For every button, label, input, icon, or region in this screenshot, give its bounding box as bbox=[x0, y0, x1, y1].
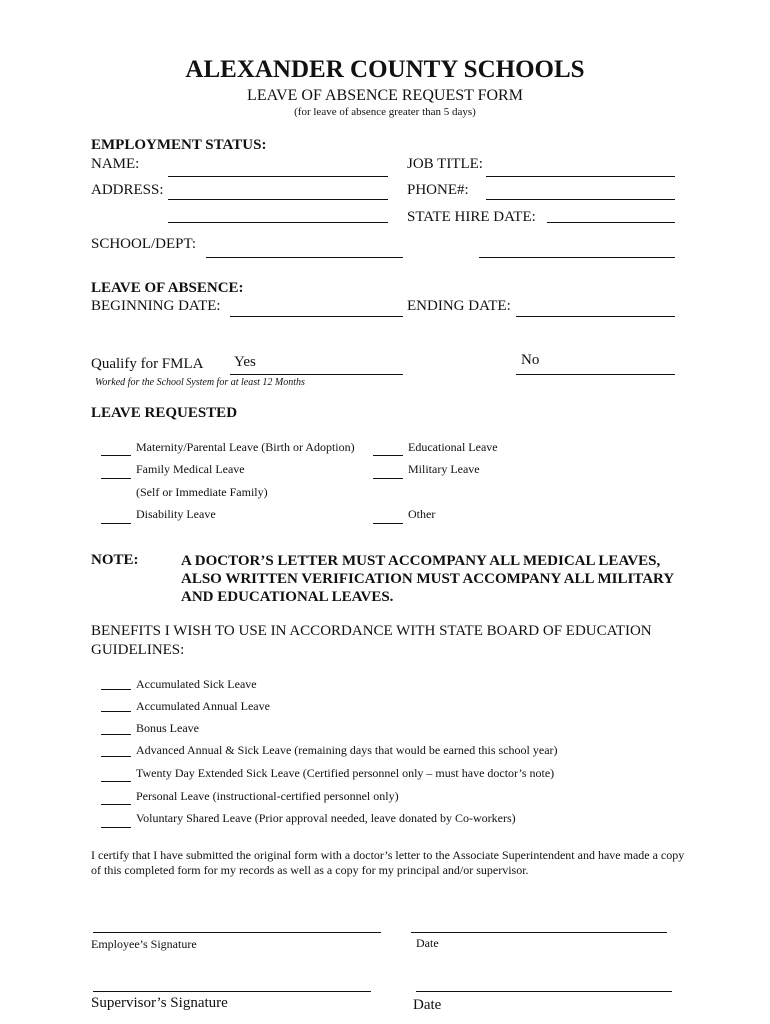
job-title-field[interactable] bbox=[486, 176, 675, 177]
benefit-checkbox-3[interactable] bbox=[101, 734, 131, 735]
form-subtitle: LEAVE OF ABSENCE REQUEST FORM bbox=[247, 87, 523, 104]
supervisor-date-field[interactable] bbox=[416, 991, 672, 992]
ending-date-field[interactable] bbox=[516, 316, 675, 317]
benefit-checkbox-2[interactable] bbox=[101, 711, 131, 712]
fmla-no-label: No bbox=[521, 352, 540, 368]
fmla-label: Qualify for FMLA bbox=[91, 356, 204, 372]
other-leave-checkbox[interactable] bbox=[373, 523, 403, 524]
family-medical-leave-sublabel: (Self or Immediate Family) bbox=[136, 485, 268, 499]
benefit-label-7: Voluntary Shared Leave (Prior approval needed, leave donated by Co-workers) bbox=[136, 811, 516, 825]
phone-field[interactable] bbox=[486, 199, 675, 200]
benefit-checkbox-6[interactable] bbox=[101, 804, 131, 805]
beginning-date-label: BEGINNING DATE: bbox=[91, 298, 221, 314]
state-hire-date-field[interactable] bbox=[547, 222, 675, 223]
educational-leave-checkbox[interactable] bbox=[373, 455, 403, 456]
fmla-yes-field[interactable] bbox=[230, 374, 403, 375]
school-dept-field-2[interactable] bbox=[479, 257, 675, 258]
address-label: ADDRESS: bbox=[91, 182, 164, 198]
military-leave-label: Military Leave bbox=[408, 462, 480, 476]
job-title-label: JOB TITLE: bbox=[407, 156, 483, 172]
benefit-label-5: Twenty Day Extended Sick Leave (Certified personnel only – must have doctor’s note) bbox=[136, 766, 555, 780]
employee-signature-label: Employee’s Signature bbox=[91, 937, 197, 951]
address-field-line1[interactable] bbox=[168, 199, 388, 200]
benefit-label-2: Accumulated Annual Leave bbox=[136, 699, 270, 713]
maternity-leave-label: Maternity/Parental Leave (Birth or Adoption) bbox=[136, 440, 355, 454]
note-label: NOTE: bbox=[91, 552, 139, 568]
ending-date-label: ENDING DATE: bbox=[407, 298, 511, 314]
family-medical-leave-checkbox[interactable] bbox=[101, 478, 131, 479]
certification-text: I certify that I have submitted the original form with a doctor’s letter to the Associate Superintendent and have made a copy of this completed form for my records as well as a copy for my principal and/or supervisor. bbox=[91, 848, 685, 877]
disability-leave-checkbox[interactable] bbox=[101, 523, 131, 524]
benefit-label-3: Bonus Leave bbox=[136, 721, 199, 735]
other-leave-label: Other bbox=[408, 507, 436, 521]
benefit-checkbox-1[interactable] bbox=[101, 689, 131, 690]
educational-leave-label: Educational Leave bbox=[408, 440, 498, 454]
fmla-note: Worked for the School System for at least 12 Months bbox=[95, 377, 305, 388]
benefits-intro: BENEFITS I WISH TO USE IN ACCORDANCE WITH STATE BOARD OF EDUCATION GUIDELINES: bbox=[91, 623, 652, 658]
phone-label: PHONE#: bbox=[407, 182, 469, 198]
supervisor-signature-field[interactable] bbox=[93, 991, 371, 992]
note-text: A DOCTOR’S LETTER MUST ACCOMPANY ALL MEDICAL LEAVES, ALSO WRITTEN VERIFICATION MUST ACCOMPANY ALL MILITARY AND EDUCATIONAL LEAVES. bbox=[181, 553, 674, 605]
disability-leave-label: Disability Leave bbox=[136, 507, 216, 521]
leave-requested-heading: LEAVE REQUESTED bbox=[91, 405, 238, 421]
military-leave-checkbox[interactable] bbox=[373, 478, 403, 479]
employee-signature-field[interactable] bbox=[93, 932, 381, 933]
name-field[interactable] bbox=[168, 176, 388, 177]
benefit-label-6: Personal Leave (instructional-certified personnel only) bbox=[136, 789, 399, 803]
benefit-checkbox-7[interactable] bbox=[101, 827, 131, 828]
name-label: NAME: bbox=[91, 156, 140, 172]
employee-date-label: Date bbox=[416, 936, 439, 950]
school-dept-field[interactable] bbox=[206, 257, 403, 258]
form-subnote: (for leave of absence greater than 5 days) bbox=[294, 106, 476, 118]
employee-date-field[interactable] bbox=[411, 932, 667, 933]
benefit-checkbox-5[interactable] bbox=[101, 781, 131, 782]
state-hire-date-label: STATE HIRE DATE: bbox=[407, 209, 536, 225]
benefit-checkbox-4[interactable] bbox=[101, 756, 131, 757]
family-medical-leave-label: Family Medical Leave bbox=[136, 462, 245, 476]
fmla-yes-label: Yes bbox=[234, 354, 256, 370]
school-dept-label: SCHOOL/DEPT: bbox=[91, 236, 197, 252]
benefit-label-1: Accumulated Sick Leave bbox=[136, 677, 257, 691]
supervisor-signature-label: Supervisor’s Signature bbox=[91, 995, 228, 1011]
address-field-line2[interactable] bbox=[168, 222, 388, 223]
fmla-no-field[interactable] bbox=[516, 374, 675, 375]
form-title: ALEXANDER COUNTY SCHOOLS bbox=[185, 56, 585, 83]
supervisor-date-label: Date bbox=[413, 997, 442, 1013]
leave-heading: LEAVE OF ABSENCE: bbox=[91, 280, 244, 296]
employment-heading: EMPLOYMENT STATUS: bbox=[91, 137, 267, 153]
maternity-leave-checkbox[interactable] bbox=[101, 455, 131, 456]
beginning-date-field[interactable] bbox=[230, 316, 403, 317]
benefit-label-4: Advanced Annual & Sick Leave (remaining days that would be earned this school year) bbox=[136, 743, 558, 757]
